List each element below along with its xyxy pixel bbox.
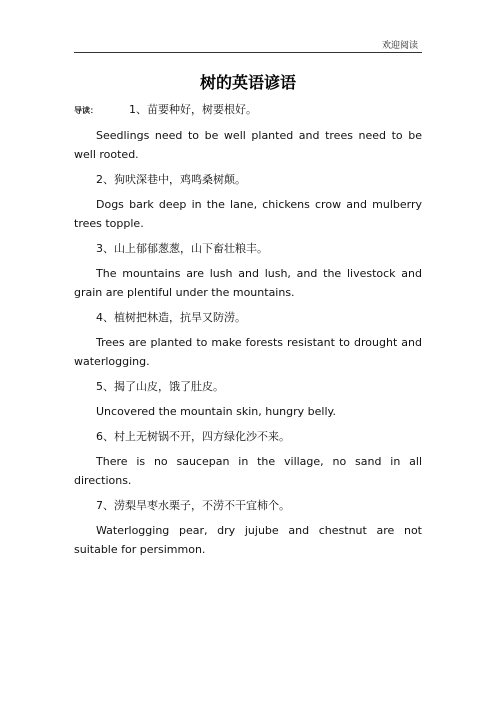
intro-line: [74, 100, 422, 126]
proverb-7-zh: 7、涝梨旱枣水栗子，不涝不干宜柿个。: [96, 499, 290, 512]
proverb-1-zh: 1、苗要种好，树要根好。: [129, 103, 257, 116]
proverb-6-zh: 6、村上无树锅不开，四方绿化沙不来。: [96, 430, 290, 443]
header-divider: [74, 52, 422, 53]
proverb-3-zh: 3、山上郁郁葱葱，山下畜壮粮丰。: [96, 242, 268, 255]
proverb-5-en: Uncovered the mountain skin, hungry belly.: [96, 405, 336, 418]
intro-label: 导读：: [74, 106, 98, 115]
document-title: 树的英语谚语: [199, 73, 296, 92]
proverb-1-en: Seedlings need to be well planted and trees need to be well rooted.: [74, 129, 422, 161]
proverb-6-en: There is no saucepan in the village, no sand in all directions.: [74, 455, 422, 487]
proverb-3-en: The mountains are lush and lush, and the livestock and grain are plentiful under the mountains.: [74, 267, 422, 299]
proverb-5-zh: 5、揭了山皮，饿了肚皮。: [96, 380, 224, 393]
proverb-4-zh: 4、植树把林造，抗旱又防涝。: [96, 311, 246, 324]
proverb-2-en: Dogs bark deep in the lane, chickens crow and mulberry trees topple.: [74, 198, 422, 230]
page-header: 欢迎阅读: [381, 41, 418, 51]
proverb-2-zh: 2、狗吠深巷中，鸡鸣桑树颠。: [96, 173, 246, 186]
proverb-4-en: Trees are planted to make forests resistant to drought and waterlogging.: [74, 336, 422, 368]
document-body: [74, 100, 422, 565]
proverb-7-en: Waterlogging pear, dry jujube and chestnut are not suitable for persimmon.: [74, 524, 422, 556]
